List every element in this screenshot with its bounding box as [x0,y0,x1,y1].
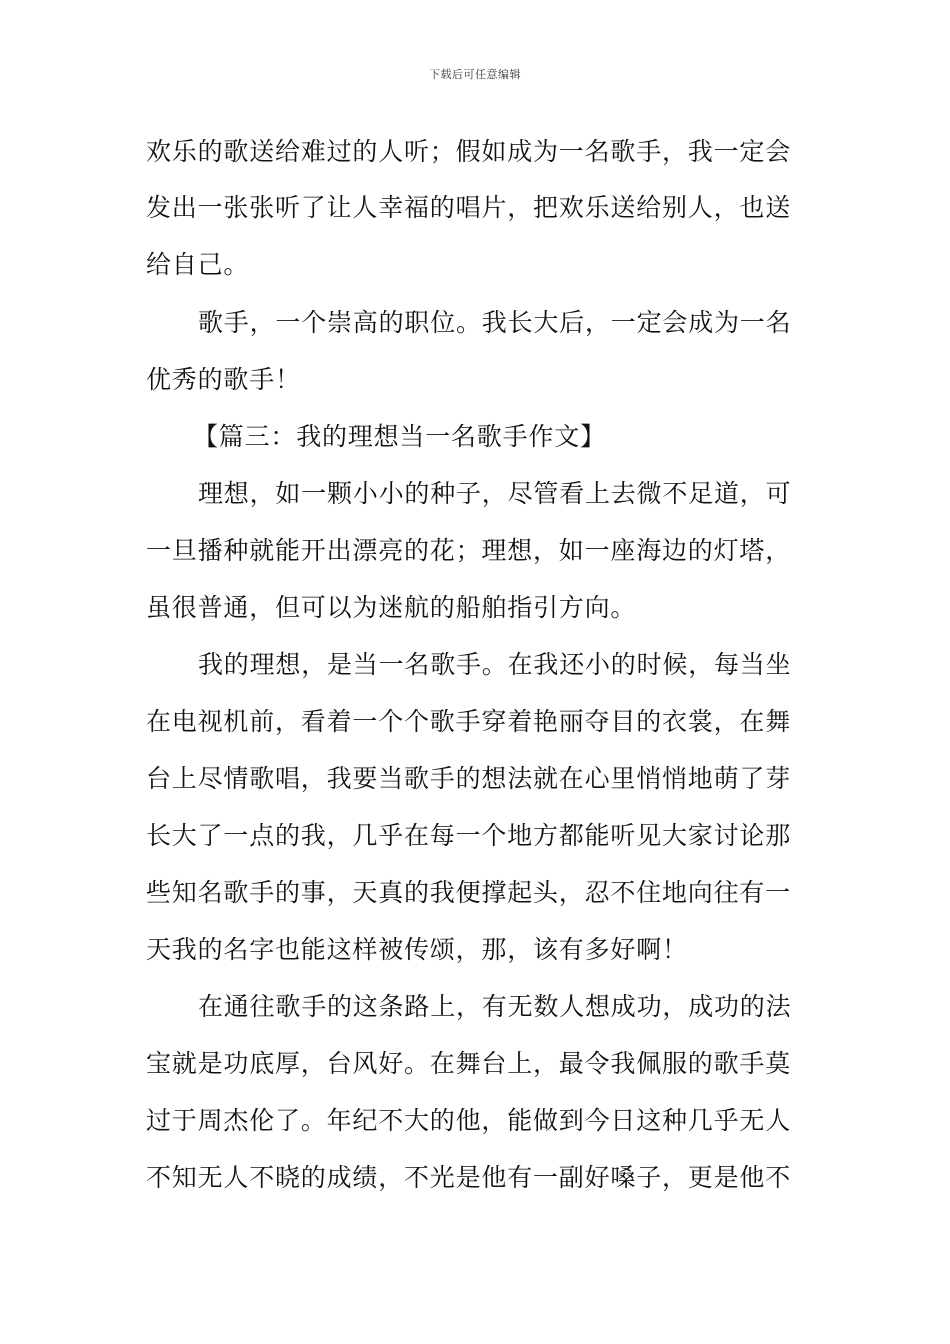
text-line: 优秀的歌手！ [146,365,301,394]
text-line: 我的理想，是当一名歌手。在我还小的时候，每当坐 [198,650,792,679]
text-line: 过于周杰伦了。年纪不大的他，能做到今日这种几乎无人 [146,1106,792,1135]
text-line: 给自己。 [146,250,250,279]
section-heading: 【篇三：我的理想当一名歌手作文】 [193,422,606,451]
text-line: 台上尽情歌唱，我要当歌手的想法就在心里悄悄地萌了芽 [146,764,792,793]
text-line: 不知无人不晓的成绩，不光是他有一副好嗓子，更是他不 [146,1163,792,1192]
text-line: 歌手，一个崇高的职位。我长大后，一定会成为一名 [198,308,792,337]
text-line: 一旦播种就能开出漂亮的花；理想，如一座海边的灯塔， [146,536,792,565]
text-line: 些知名歌手的事，天真的我便撑起头，忍不住地向往有一 [146,878,792,907]
text-line: 虽很普通，但可以为迷航的船舶指引方向。 [146,593,637,622]
text-line: 宝就是功底厚，台风好。在舞台上，最令我佩服的歌手莫 [146,1049,792,1078]
text-line: 理想，如一颗小小的种子，尽管看上去微不足道，可 [198,479,792,508]
text-line: 发出一张张听了让人幸福的唱片，把欢乐送给别人，也送 [146,193,792,222]
text-line: 长大了一点的我，几乎在每一个地方都能听见大家讨论那 [146,821,792,850]
page-header: 下载后可任意编辑 [429,68,521,81]
text-line: 天我的名字也能这样被传颂，那，该有多好啊！ [146,935,688,964]
text-line: 欢乐的歌送给难过的人听；假如成为一名歌手，我一定会 [146,137,792,166]
text-line: 在电视机前，看着一个个歌手穿着艳丽夺目的衣裳，在舞 [146,707,792,736]
text-line: 在通往歌手的这条路上，有无数人想成功，成功的法 [198,992,792,1021]
